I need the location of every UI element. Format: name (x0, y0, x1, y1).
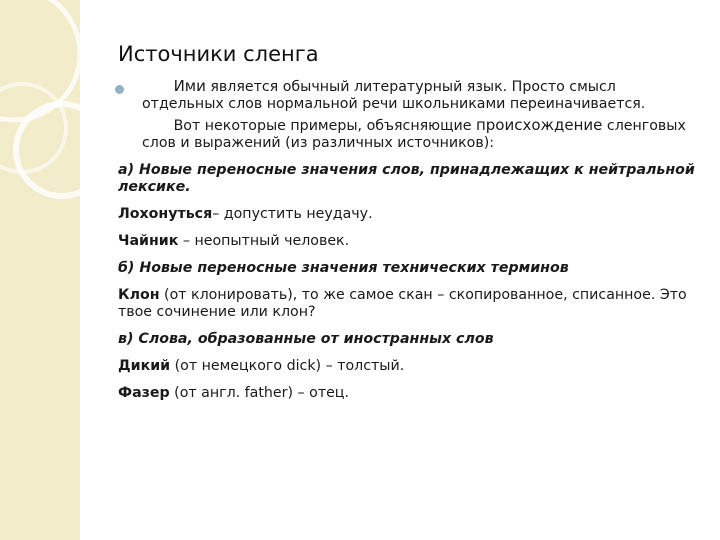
definition-1: – допустить неудачу. (212, 206, 373, 222)
paragraph-2-a: Вот некоторые примеры, объясняющие (173, 118, 476, 134)
paragraph-2-b: происхождение (475, 116, 603, 134)
paragraph-2-c: сленговых слов и выражений (из различных источников): (142, 118, 686, 151)
term-item-1 (118, 206, 698, 223)
term-1: Лохонуться (118, 206, 213, 222)
paragraph-1 (142, 78, 698, 113)
term-item-2 (118, 233, 698, 250)
term-item-5 (118, 385, 698, 402)
definition-4: (от немецкого dick) – толстый. (170, 358, 405, 374)
term-4: Дикий (118, 358, 171, 374)
term-item-3 (118, 287, 698, 321)
paragraph-1-lead: Ими (173, 77, 206, 95)
term-2: Чайник (118, 233, 179, 249)
section-c-heading: в) Слова, образованные от иностранных слов (118, 331, 494, 347)
left-decorative-band (0, 0, 80, 540)
definition-2: – неопытный человек. (178, 233, 350, 249)
slide-content (118, 42, 698, 402)
paragraph-2 (118, 117, 698, 152)
bullet-paragraph-1 (118, 78, 698, 113)
paragraph-1-rest: является обычный литературный язык. Просто смысл отдельных слов нормальной речи школьниками переиначивается. (142, 79, 646, 112)
definition-5: (от англ. father) – отец. (169, 385, 349, 401)
section-a-heading: а) Новые переносные значения слов, принадлежащих к нейтральной лексике. (118, 162, 695, 195)
term-item-4 (118, 358, 698, 375)
term-3: Клон (118, 287, 160, 303)
section-b-heading: б) Новые переносные значения технических терминов (118, 260, 569, 276)
slide-title: Источники сленга (118, 42, 319, 66)
term-5: Фазер (118, 385, 170, 401)
definition-3: (от клонировать), то же самое скан – скопированное, списанное. Это твое сочинение или клон? (118, 287, 687, 320)
decorative-rings (0, 0, 80, 540)
bullet-dot-icon (115, 85, 124, 94)
